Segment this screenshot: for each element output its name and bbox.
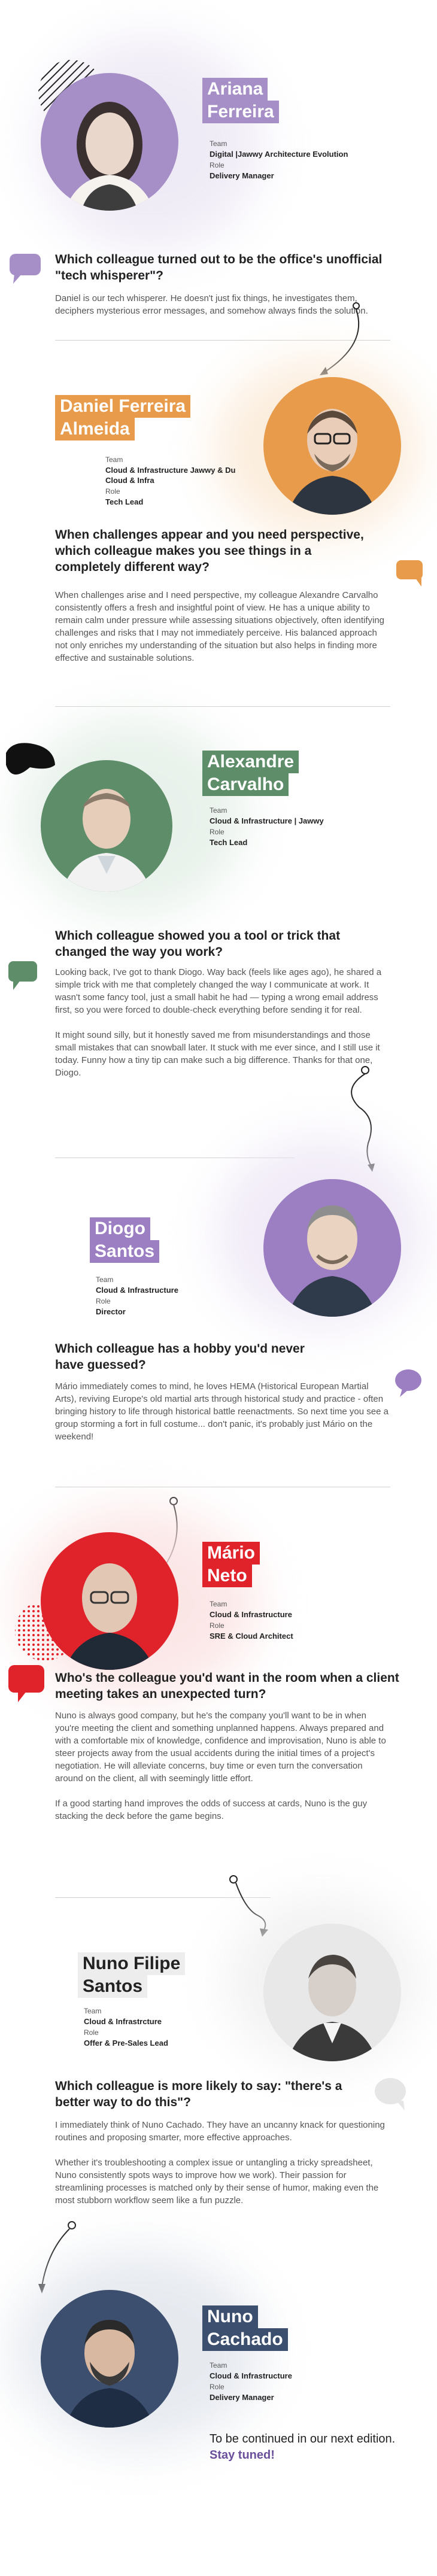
- answer: Mário immediately comes to mind, he loves HEMA (Historical European Martial Arts), reviving Europe's old martial arts through historical study and practice - often bringing history to life through historical battle reenactments. So next time you see a group storming a fort in full costume... don't panic, it's probably just Mário on the weekend!: [55, 1381, 389, 1442]
- profile-details: Team Cloud & Infrastructure Role SRE & Cloud Architect: [210, 1600, 293, 1641]
- question: Which colleague has a hobby you'd never have guessed?: [55, 1342, 305, 1372]
- profile-details: Team Cloud & Infrastructure Jawwy & Du Cloud & Infra Role Tech Lead: [105, 455, 236, 506]
- profile-name: Daniel Ferreira Almeida: [55, 395, 190, 441]
- profile-name: Alexandre Carvalho: [202, 751, 299, 796]
- speech-bubble-icon: [374, 2077, 409, 2113]
- profile-details: Team Cloud & Infrastrcture Role Offer & Pre-Sales Lead: [84, 2007, 168, 2048]
- avatar: [41, 2290, 178, 2428]
- question: Who's the colleague you'd want in the room when a client meeting takes an unexpected turn?: [55, 1671, 399, 1701]
- speech-bubble-icon: [8, 251, 43, 286]
- avatar: [41, 1532, 178, 1670]
- speech-bubble-icon: [7, 1664, 48, 1705]
- profile-name: Ariana Ferreira: [202, 78, 279, 123]
- profile-details: Team Cloud & Infrastructure Role Delivery Manager: [210, 2361, 292, 2402]
- answer: Nuno is always good company, but he's the company you'll want to be in when you're meeting the client and something unplanned happens. Always prepared and with a comfortable mix of knowledge, confidence and improvisation, Nuno is able to steer projects away from the usual accidents during the initial times of a project's negotiation. He will alleviate concerns, buy time or even turn the conversation around on the client, all with seemingly little effort. If a good starting hand improves the odds of success at cards, Nuno is the guy stacking the deck before the game begins.: [55, 1711, 386, 1821]
- profile-details: Team Cloud & Infrastructure Role Director: [96, 1275, 178, 1316]
- profile-name: Nuno Filipe Santos: [78, 1952, 185, 1998]
- answer: Daniel is our tech whisperer. He doesn't just fix things, he investigates them, deciphers mysterious error messages, and somehow always finds the solution.: [55, 293, 368, 316]
- speech-bubble-icon: [395, 559, 425, 589]
- answer: Looking back, I've got to thank Diogo. Way back (feels like ages ago), he shared a simple trick with me that completely changed the way I communicate at work. It wasn't some fancy tool, just a small habit he had — typing a wrong email address first, so you were forced to double-check everything before sending it for real. It might sound silly, but it honestly saved me from misunderstandings and those small mistakes that can snowball later. It stuck with me ever since, and I still use it today. Funny how a tiny tip can make such a big difference. Thanks for that one, Diogo.: [55, 967, 382, 1078]
- question: Which colleague showed you a tool or trick that changed the way you work?: [55, 929, 341, 959]
- divider: [55, 706, 390, 707]
- avatar: [263, 1179, 401, 1317]
- avatar: [41, 760, 172, 892]
- question: Which colleague is more likely to say: "there's a better way to do this"?: [55, 2079, 342, 2109]
- profile-name: Diogo Santos: [90, 1217, 159, 1263]
- profile-details: Team Digital |Jawwy Architecture Evolution Role Delivery Manager: [210, 139, 348, 180]
- answer: When challenges arise and I need perspective, my colleague Alexandre Carvalho consistently offers a fresh and insightful point of view. He has a unique ability to remain calm under pressure while assessing situations objectively, often identifying challenges and risks that I may not immediately perceive. His balanced approach not only enriches my understanding of the situation but also helps in finding more effective and sustainable solutions.: [55, 590, 384, 663]
- speech-bubble-icon: [394, 1368, 425, 1399]
- question: When challenges appear and you need perspective, which colleague makes you see things in a completely different way?: [55, 528, 364, 574]
- profile-name: Nuno Cachado: [202, 2305, 288, 2351]
- avatar: [263, 1924, 401, 2061]
- closing-message: To be continued in our next edition. Stay tuned!: [210, 2432, 396, 2462]
- avatar: [41, 73, 178, 211]
- profile-details: Team Cloud & Infrastructure | Jawwy Role Tech Lead: [210, 806, 324, 847]
- question: Which colleague turned out to be the office's unofficial "tech whisperer"?: [55, 253, 383, 282]
- answer: I immediately think of Nuno Cachado. They have an uncanny knack for questioning routines and proposing smarter, more effective approaches. Whether it's troubleshooting a complex issue or untangling a tricky spreadsheet, Nuno consistently spots ways to improve how we work). Their passion for streamlining processes is matched only by their sense of humor, making even the most stubborn workflow seem like a fun puzzle.: [55, 2120, 385, 2206]
- speech-bubble-icon: [7, 960, 41, 994]
- avatar: [263, 377, 401, 515]
- black-blob-decoration: [6, 741, 60, 789]
- profile-name: Mário Neto: [202, 1542, 260, 1587]
